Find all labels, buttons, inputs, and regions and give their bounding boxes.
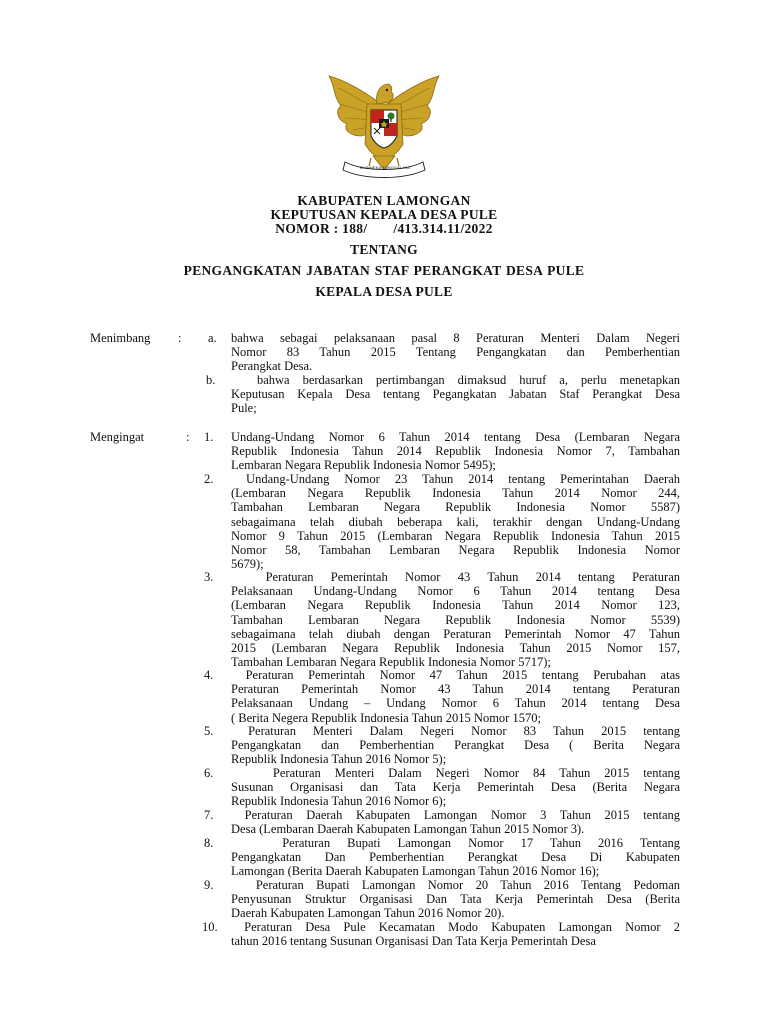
mengingat-item-line: Pelaksanaan Undang – Undang Nomor 6 Tahun 2014 tentang Desa [231, 696, 680, 711]
mengingat-item-line: Peraturan Menteri Dalam Negeri Nomor 84 Tahun 2015 tentang [231, 766, 680, 780]
mengingat-item-text [231, 920, 680, 948]
mengingat-item-line: Peraturan Desa Pule Kecamatan Modo Kabupaten Lamongan Nomor 2 [231, 920, 680, 934]
mengingat-item-line: ( Berita Negera Republik Indonesia Tahun 2015 Nomor 1570; [231, 710, 541, 725]
mengingat-item-line: Peraturan Pemerintah Nomor 43 Tahun 2014 tentang Peraturan [231, 682, 680, 697]
mengingat-item-text [231, 878, 680, 921]
mengingat-item-line: Republik Indonesia Tahun 2016 Nomor 5); [231, 752, 447, 767]
mengingat-colon: : [186, 430, 190, 444]
menimbang-item-line: bahwa sebagai pelaksanaan pasal 8 Peraturan Menteri Dalam Negeri [231, 331, 680, 345]
mengingat-item-marker: 3. [204, 570, 214, 584]
mengingat-item-line: (Lembaran Negara Republik Indonesia Tahun 2014 Nomor 123, [231, 598, 680, 613]
mengingat-item-marker: 2. [204, 472, 214, 486]
mengingat-item-line: Peraturan Daerah Kabupaten Lamongan Nomor 3 Tahun 2015 tentang [231, 808, 680, 822]
mengingat-item-marker: 4. [204, 668, 214, 682]
mengingat-item-text [231, 472, 680, 571]
menimbang-colon: : [178, 331, 182, 345]
menimbang-item-line: Perangkat Desa. [231, 359, 313, 374]
mengingat-item-text [231, 668, 680, 725]
mengingat-item-line: Undang-Undang Nomor 6 Tahun 2014 tentang Desa (Lembaran Negara [231, 430, 680, 444]
mengingat-item-line: Peraturan Menteri Dalam Negeri Nomor 83 Tahun 2015 tentang [231, 724, 680, 738]
mengingat-item-line: tahun 2016 tentang Susunan Organisasi Dan Tata Kerja Pemerintah Desa [231, 934, 596, 949]
mengingat-item-line: Peraturan Bupati Lamongan Nomor 17 Tahun 2016 Tentang [231, 836, 680, 850]
menimbang-item-text [231, 373, 680, 416]
tentang-heading: TENTANG [350, 242, 418, 257]
mengingat-item-line: Desa (Lembaran Daerah Kabupaten Lamongan Tahun 2015 Nomor 3). [231, 822, 585, 837]
mengingat-item-line: Undang-Undang Nomor 23 Tahun 2014 tentang Pemerintahan Daerah [231, 472, 680, 486]
decree-number-suffix: /413.314.11/2022 [393, 221, 493, 236]
menimbang-item-marker: a. [208, 331, 217, 345]
mengingat-item-text [231, 808, 680, 836]
mengingat-item-line: Lamongan (Berita Daerah Kabupaten Lamongan Tahun 2016 Nomor 16); [231, 864, 600, 879]
menimbang-item-line: Keputusan Kepala Desa tentang Pegangkatan Jabatan Staf Perangkat Desa [231, 387, 680, 402]
mengingat-item-line: Lembaran Negara Republik Indonesia Nomor 5495); [231, 458, 496, 473]
mengingat-item-line: sebagaimana telah diubah dengan Peraturan Pemerintah Nomor 47 Tahun [231, 626, 680, 641]
mengingat-item-line: Nomor 9 Tahun 2015 (Lembaran Negara Republik Indonesia Tahun 2015 [231, 528, 680, 543]
menimbang-item-marker: b. [206, 373, 216, 387]
mengingat-item-marker: 6. [204, 766, 214, 780]
mengingat-label: Mengingat [90, 430, 145, 444]
mengingat-item-line: Peraturan Bupati Lamongan Nomor 20 Tahun 2016 Tentang Pedoman [231, 878, 680, 892]
mengingat-item-line: 2015 (Lembaran Negara Republik Indonesia Tahun 2015 Nomor 157, [231, 641, 680, 656]
decree-title: KEPUTUSAN KEPALA DESA PULE [270, 207, 498, 222]
mengingat-item-line: Peraturan Pemerintah Nomor 47 Tahun 2015 tentang Perubahan atas [231, 668, 680, 682]
mengingat-item-marker: 7. [204, 808, 214, 822]
mengingat-item-line: Pengangkatan Dan Pemberhentian Perangkat Desa Di Kabupaten [231, 850, 680, 865]
emblem-ribbon-text: BHINNEKA TUNGGAL IKA [359, 165, 410, 170]
mengingat-item-marker: 5. [204, 724, 214, 738]
mengingat-item-marker: 1. [204, 430, 214, 444]
menimbang-item-line: Pule; [231, 401, 257, 416]
menimbang-label: Menimbang [90, 331, 151, 345]
mengingat-item-line: sebagaimana telah diubah beberapa kali, terakhir dengan Undang-Undang [231, 514, 680, 529]
mengingat-item-text [231, 724, 680, 767]
menimbang-item-text [231, 331, 680, 374]
mengingat-item-line: Tambahan Lembaran Negara Republik Indonesia Nomor 5539) [231, 612, 680, 627]
menimbang-item-line: bahwa berdasarkan pertimbangan dimaksud huruf a, perlu menetapkan [231, 373, 680, 387]
mengingat-item-line: Daerah Kabupaten Lamongan Tahun 2016 Nomor 20). [231, 906, 505, 921]
menimbang-item-line: Nomor 83 Tahun 2015 Tentang Pengangkatan dan Pemberhentian [231, 345, 680, 360]
mengingat-item-line: Pengangkatan dan Pemberhentian Perangkat Desa ( Berita Negara [231, 738, 680, 753]
mengingat-item-line: Republik Indonesia Tahun 2016 Nomor 6); [231, 794, 447, 809]
issuer-heading: KEPALA DESA PULE [315, 284, 453, 299]
mengingat-item-text [231, 430, 680, 473]
decree-number-prefix: NOMOR : 188/ [275, 221, 368, 236]
mengingat-item-line: 5679); [231, 557, 264, 572]
mengingat-item-line: Tambahan Lembaran Negara Republik Indonesia Nomor 5587) [231, 500, 680, 515]
mengingat-item-marker: 9. [204, 878, 214, 892]
mengingat-item-line: Peraturan Pemerintah Nomor 43 Tahun 2014 tentang Peraturan [231, 570, 680, 584]
mengingat-item-line: (Lembaran Negara Republik Indonesia Tahun 2014 Nomor 244, [231, 486, 680, 501]
mengingat-item-line: Penyusunan Struktur Organisasi Dan Tata Kerja Pemerintah Desa (Berita [231, 892, 680, 907]
regency-title: KABUPATEN LAMONGAN [297, 193, 471, 208]
mengingat-item-line: Pelaksanaan Undang-Undang Nomor 6 Tahun 2014 tentang Desa [231, 584, 680, 599]
mengingat-item-text [231, 766, 680, 809]
mengingat-item-line: Nomor 58, Tambahan Lembaran Negara Republik Indonesia Nomor [231, 543, 680, 558]
mengingat-item-line: Tambahan Lembaran Negara Republik Indonesia Nomor 5717); [231, 655, 551, 670]
mengingat-item-line: Republik Indonesia Tahun 2014 Republik Indonesia Nomor 7, Tambahan [231, 444, 680, 459]
mengingat-item-text [231, 570, 680, 669]
decree-number [0, 221, 768, 236]
mengingat-item-text [231, 836, 680, 879]
mengingat-item-line: Susunan Organisasi dan Tata Kerja Pemerintah Desa (Berita Negara [231, 780, 680, 795]
mengingat-item-marker: 8. [204, 836, 214, 850]
decree-subject: PENGANGKATAN JABATAN STAF PERANGKAT DESA PULE [183, 263, 585, 278]
mengingat-item-marker: 10. [202, 920, 218, 934]
